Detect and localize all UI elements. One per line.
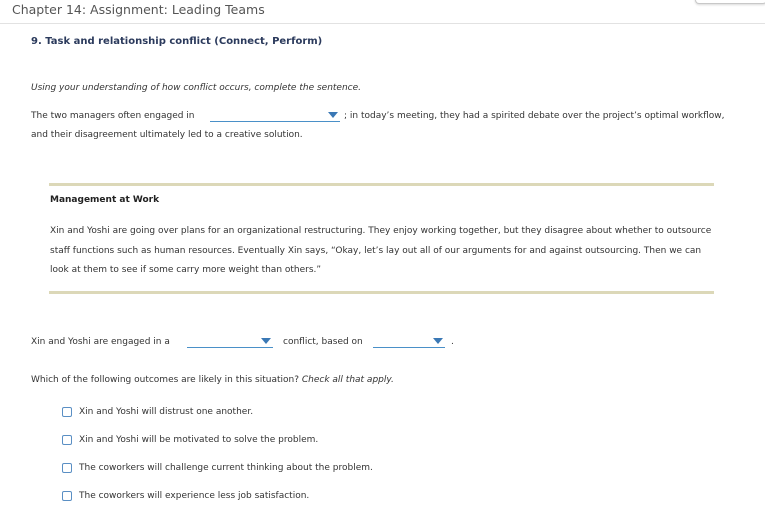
outcomes-prompt-text: Which of the following outcomes are likely in this situation? [31, 375, 299, 385]
checkbox[interactable] [62, 491, 72, 501]
outcome-option-label: Xin and Yoshi will distrust one another. [79, 407, 254, 417]
panel-text: Xin and Yoshi are going over plans for an organizational restructuring. They enjoy working together, but they disagree about whether to outsource staff functions such as human resources. Eventually Xin says, “Okay, let’s lay out all of our arguments for and against outsourcing. Then we can look at them to see if some carry more weight than others.” [50, 226, 712, 275]
outcome-option[interactable] [62, 461, 373, 475]
outcome-option[interactable] [62, 405, 253, 419]
conflict-type-dropdown-2[interactable] [187, 334, 273, 348]
page-title: Chapter 14: Assignment: Leading Teams [12, 2, 265, 17]
checkbox[interactable] [62, 435, 72, 445]
sentence1-part3: and their disagreement ultimately led to a creative solution. [31, 130, 303, 140]
sentence2-part3: . [451, 337, 454, 347]
header-tab-handle[interactable] [695, 0, 765, 4]
checkbox[interactable] [62, 463, 72, 473]
outcome-option-label: The coworkers will challenge current thinking about the problem. [79, 463, 373, 473]
outcomes-prompt-emphasis: Check all that apply. [301, 375, 394, 385]
outcome-option[interactable] [62, 489, 309, 503]
sentence1-part2: ; in today’s meeting, they had a spirited debate over the project’s optimal workflow, [344, 111, 725, 121]
chevron-down-icon [433, 338, 443, 344]
panel-bottom-divider [49, 291, 714, 294]
panel-heading: Management at Work [50, 195, 160, 205]
checkbox[interactable] [62, 407, 72, 417]
question-title: 9. Task and relationship conflict (Connect, Perform) [31, 36, 323, 47]
conflict-basis-dropdown[interactable] [373, 334, 445, 348]
outcome-option-label: The coworkers will experience less job satisfaction. [79, 491, 310, 501]
sentence1-part1: The two managers often engaged in [31, 111, 195, 121]
panel-top-divider [49, 183, 714, 186]
outcome-option[interactable] [62, 433, 318, 447]
chevron-down-icon [261, 338, 271, 344]
question-instruction: Using your understanding of how conflict occurs, complete the sentence. [31, 83, 362, 93]
outcome-option-label: Xin and Yoshi will be motivated to solve the problem. [79, 435, 319, 445]
sentence2-part2: conflict, based on [283, 337, 363, 347]
page-header [0, 0, 765, 24]
outcomes-prompt [31, 375, 394, 385]
chevron-down-icon [328, 112, 338, 118]
conflict-type-dropdown-1[interactable] [210, 108, 340, 122]
sentence2-part1: Xin and Yoshi are engaged in a [31, 337, 170, 347]
